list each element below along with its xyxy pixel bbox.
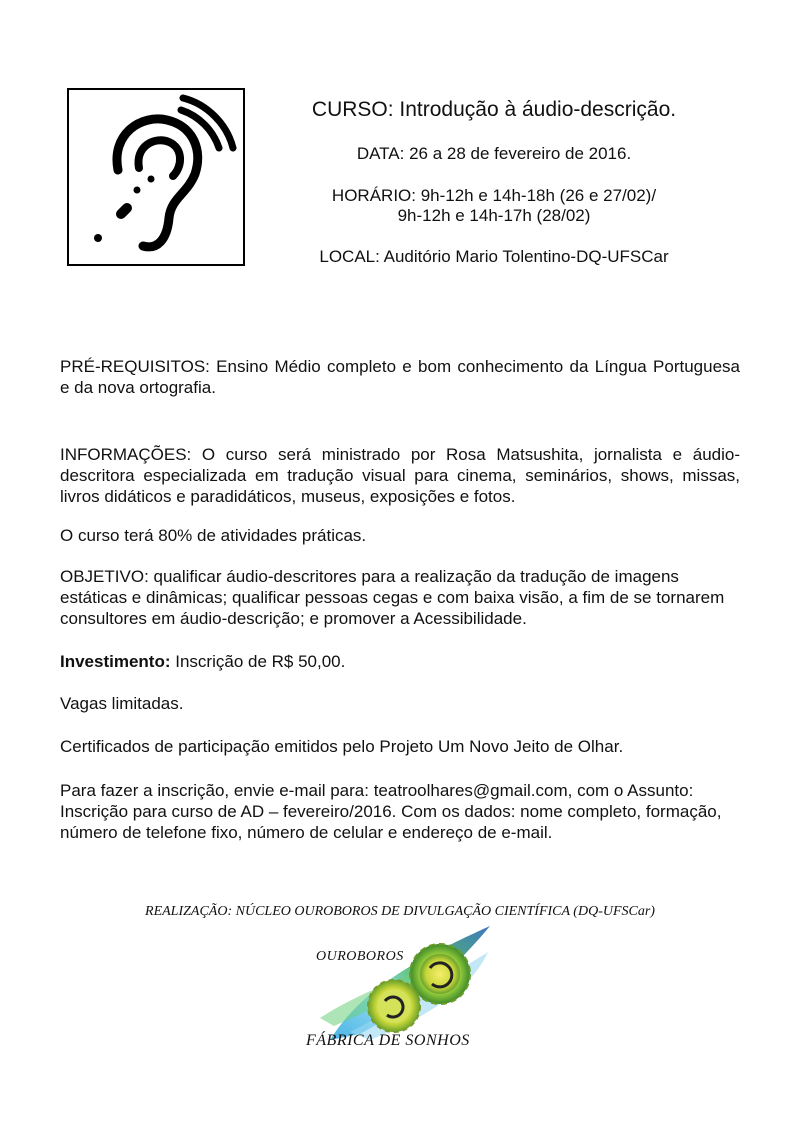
ouroboros-logo-subtitle: FÁBRICA DE SONHOS — [306, 1032, 470, 1049]
ouroboros-logo-title: OUROBOROS — [316, 949, 404, 964]
course-date: DATA: 26 a 28 de fevereiro de 2016. — [356, 144, 632, 163]
information-paragraph: INFORMAÇÕES: O curso será ministrado por Rosa Matsushita, jornalista e áudio-descritora especializada em tradução visual para cinema, seminários, shows, missas, livros didáticos e paradidáticos, museus, exposições e fotos. — [60, 445, 740, 506]
vacancies-text: Vagas limitadas. — [60, 694, 184, 713]
certificates-text: Certificados de participação emitidos pelo Projeto Um Novo Jeito de Olhar. — [60, 737, 624, 756]
objective-paragraph: OBJETIVO: qualificar áudio-descritores para a realização da tradução de imagens estáticas e dinâmicas; qualificar pessoas cegas e com baixa visão, a fim de se tornarem consultores em áudio-descrição; e promover a Acessibilidade. — [60, 567, 725, 628]
investment-label: Investimento: — [60, 652, 171, 671]
investment-line — [60, 651, 740, 672]
course-header — [280, 96, 708, 267]
organizer-credit: REALIZAÇÃO: NÚCLEO OUROBOROS DE DIVULGAÇÃO CIENTÍFICA (DQ-UFSCar) — [145, 904, 655, 919]
hearing-assistance-ear-icon — [69, 90, 245, 266]
hearing-accessibility-logo — [67, 88, 245, 266]
prerequisites-paragraph: PRÉ-REQUISITOS: Ensino Médio completo e bom conhecimento da Língua Portuguesa e da nova ortografia. — [60, 357, 740, 397]
practical-activities-text: O curso terá 80% de atividades práticas. — [60, 526, 367, 545]
course-schedule-line2: 9h-12h e 14h-17h (28/02) — [397, 206, 591, 225]
ouroboros-logo — [290, 922, 500, 1054]
course-location: LOCAL: Auditório Mario Tolentino-DQ-UFSCar — [319, 247, 669, 266]
course-schedule-line1: HORÁRIO: 9h-12h e 14h-18h (26 e 27/02)/ — [331, 186, 657, 205]
registration-paragraph: Para fazer a inscrição, envie e-mail para: teatroolhares@gmail.com, com o Assunto: Inscrição para curso de AD – fevereiro/2016. Com os dados: nome completo, formação, número de telefone fixo, número de celular e endereço de e-mail. — [60, 781, 722, 842]
investment-value: Inscrição de R$ 50,00. — [170, 652, 346, 671]
course-title: CURSO: Introdução à áudio-descrição. — [311, 98, 677, 121]
